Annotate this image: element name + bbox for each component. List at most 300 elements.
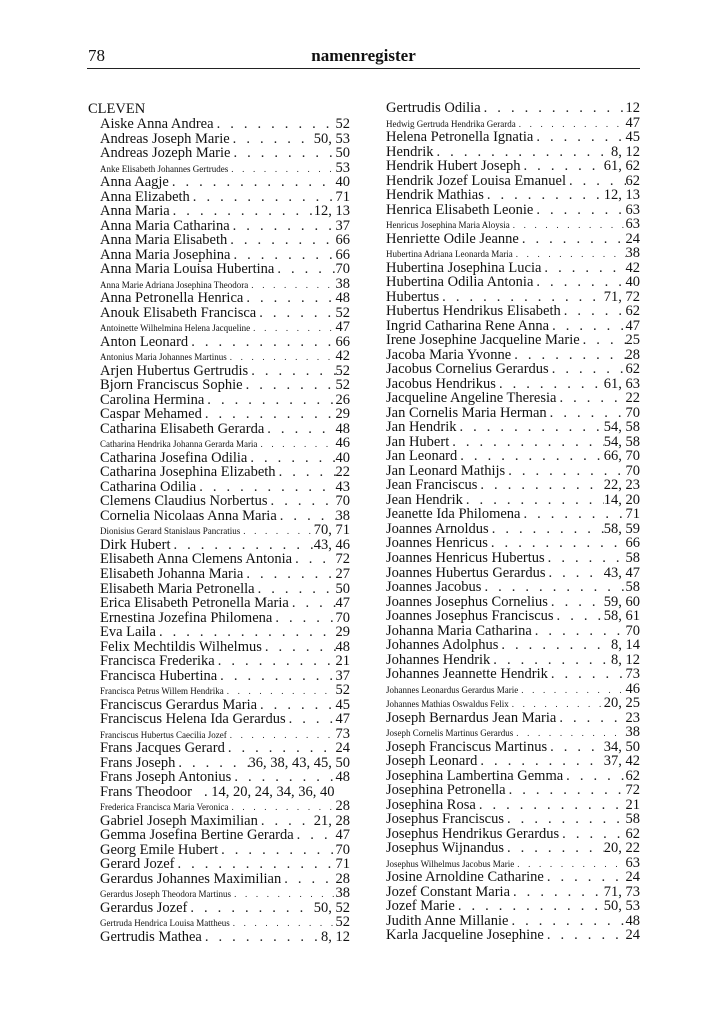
entry-name: Josephus Wijnandus (386, 841, 504, 856)
dot-leader (457, 449, 603, 464)
entry-name: Franciscus Gerardus Maria (100, 697, 258, 713)
entry-pages: 73 (625, 667, 640, 682)
dot-leader (556, 711, 625, 726)
entry-pages: 71, 72 (603, 289, 640, 305)
entry-name: Catharina Elisabeth Gerarda (100, 421, 265, 437)
index-entry (88, 872, 350, 887)
entry-name: Irene Josephine Jacqueline Marie (386, 333, 580, 348)
index-entry (88, 901, 350, 916)
index-entry (386, 101, 640, 116)
index-entry (88, 582, 350, 597)
dot-leader (504, 841, 604, 856)
entry-pages: 43, 46 (313, 537, 350, 553)
index-entry (386, 754, 640, 769)
entry-pages: 71 (335, 189, 350, 205)
index-entry (88, 538, 350, 553)
index-entry (88, 277, 350, 292)
entry-pages: 34, 50 (603, 739, 640, 755)
entry-pages: 8, 12 (611, 144, 640, 160)
index-entry (386, 130, 640, 145)
dot-leader (224, 684, 336, 698)
entry-pages: 48 (625, 913, 640, 929)
entry-pages: 47 (335, 712, 350, 727)
entry-name: Hendrik Jozef Louisa Emanuel (386, 173, 566, 189)
entry-name: Jacoba Maria Yvonne (386, 347, 512, 363)
index-entry (88, 480, 350, 495)
index-entry (386, 899, 640, 914)
entry-name: Gerardus Johannes Maximilian (100, 871, 282, 887)
dot-leader (230, 146, 335, 161)
index-entry (88, 233, 350, 248)
dot-leader (175, 756, 248, 771)
index-entry (88, 625, 350, 640)
entry-name: Joseph Cornelis Martinus Gerardus (386, 728, 514, 739)
dot-leader (548, 667, 626, 682)
entry-pages: 66 (625, 536, 640, 551)
entry-name: Catharina Josephina Elizabeth (100, 465, 276, 480)
dot-leader (202, 930, 321, 945)
dot-leader (276, 465, 336, 480)
index-entry (386, 435, 640, 450)
index-entry (88, 756, 350, 771)
entry-name: Hendrik (386, 144, 434, 160)
dot-leader (225, 741, 336, 756)
entry-name: Hubertus (386, 289, 440, 305)
entry-name: Ingrid Catharina Rene Anna (386, 318, 550, 334)
dot-leader (187, 901, 313, 916)
dot-leader (214, 117, 336, 132)
index-entry (386, 420, 640, 435)
entry-name: Ernestina Jozefina Philomena (100, 610, 273, 626)
entry-pages: 50, 52 (313, 900, 350, 916)
entry-pages: 58, 61 (603, 609, 640, 624)
dot-leader (196, 480, 335, 495)
index-entry (386, 362, 640, 377)
index-entry (88, 262, 350, 277)
dot-leader (481, 580, 625, 595)
entry-pages: 70 (625, 463, 640, 479)
entry-pages: 66 (335, 334, 350, 350)
index-entry (386, 812, 640, 827)
index-entry (386, 464, 640, 479)
index-entry (88, 567, 350, 582)
dot-leader (449, 435, 604, 450)
entry-pages: 58 (625, 550, 640, 566)
entry-pages: 20, 22 (603, 841, 640, 856)
entry-name: Frans Jacques Gerard (100, 741, 225, 756)
entry-name: Francisca Hubertina (100, 668, 218, 684)
entry-pages: . 14, 20, 24, 34, 36, 40 (203, 784, 335, 800)
entry-name: Gerardus Joseph Theodora Martinus (100, 889, 232, 900)
dot-leader (174, 857, 335, 872)
dot-leader (513, 726, 625, 740)
index-entry (386, 536, 640, 551)
dot-leader (247, 451, 335, 466)
entry-pages: 70 (335, 494, 350, 509)
index-entry (88, 190, 350, 205)
dot-leader (250, 321, 335, 335)
entry-name: Jean Hendrik (386, 492, 463, 508)
entry-pages: 28 (625, 347, 640, 363)
entry-pages: 42 (335, 349, 350, 364)
dot-leader (513, 247, 626, 261)
dot-leader (516, 117, 626, 131)
entry-name: Frans Joseph (100, 755, 176, 771)
entry-name: Joannes Henricus Hubertus (386, 550, 545, 566)
index-entry (386, 667, 640, 682)
entry-pages: 24 (625, 928, 640, 943)
entry-pages: 22 (625, 391, 640, 406)
entry-name: Dirk Hubert (100, 537, 171, 553)
index-entry (88, 146, 350, 161)
entry-name: Jan Leonard Mathijs (386, 463, 506, 479)
section-heading: CLEVEN (88, 101, 146, 117)
dot-leader (549, 319, 625, 334)
entry-name: Frederica Francisca Maria Veronica (100, 802, 229, 813)
entry-pages: 47 (335, 596, 350, 611)
entry-name: Anna Marie Adriana Josephina Theodora (100, 279, 249, 290)
index-entry (88, 698, 350, 713)
dot-leader (455, 899, 604, 914)
entry-pages: 43 (335, 479, 350, 495)
index-entry (386, 827, 640, 842)
left-column (88, 101, 350, 944)
dot-leader (547, 406, 626, 421)
page-title: namenregister (311, 46, 416, 65)
entry-name: Cornelia Nicolaas Anna Maria (100, 508, 277, 524)
entry-pages: 24 (625, 870, 640, 885)
entry-pages: 38 (335, 886, 350, 901)
entry-name: Josephina Rosa (386, 797, 476, 813)
index-entry (386, 798, 640, 813)
entry-pages: 12, 13 (603, 188, 640, 203)
dot-leader (545, 551, 626, 566)
dot-leader (227, 233, 335, 248)
entry-name: Antonius Maria Johannes Martinus (100, 352, 227, 363)
entry-name: Joannes Jacobus (386, 580, 482, 595)
entry-pages: 62 (625, 173, 640, 189)
dot-leader (268, 494, 336, 509)
entry-name: Gemma Josefina Bertine Gerarda (100, 828, 294, 843)
entry-pages: 28 (335, 871, 350, 887)
index-entry (386, 783, 640, 798)
index-entry (386, 159, 640, 174)
index-entry (88, 175, 350, 190)
entry-pages: 48 (335, 770, 350, 785)
entry-pages: 62 (625, 768, 640, 784)
entry-name: Johannes Hendrik (386, 652, 491, 668)
entry-pages: 25 (625, 333, 640, 348)
index-entry (88, 393, 350, 408)
entry-name: Elisabeth Johanna Maria (100, 566, 244, 582)
page-header (87, 46, 640, 69)
entry-name: Joseph Bernardus Jean Maria (386, 710, 557, 726)
dot-leader (566, 174, 626, 189)
entry-pages: 72 (625, 783, 640, 798)
entry-pages: 58, 59 (603, 521, 640, 537)
index-entry (88, 654, 350, 669)
entry-pages: 71 (335, 857, 350, 872)
dot-leader (434, 145, 611, 160)
dot-leader (262, 640, 336, 655)
entry-name: Josephus Franciscus (386, 812, 505, 827)
entry-name: Caspar Mehamed (100, 407, 202, 422)
entry-name: Anton Leonard (100, 334, 189, 350)
entry-name: Jacobus Hendrikus (386, 376, 496, 392)
dot-leader (217, 669, 335, 684)
dot-leader (518, 683, 625, 697)
entry-name: Jan Hendrik (386, 420, 457, 435)
dot-leader (243, 378, 336, 393)
entry-pages: 28 (335, 799, 350, 814)
entry-name: Jan Leonard (386, 449, 458, 464)
index-entry (386, 391, 640, 406)
dot-leader (532, 624, 626, 639)
dot-leader (563, 769, 625, 784)
entry-name: Catharina Odilia (100, 479, 197, 495)
entry-pages: 47 (625, 115, 640, 131)
dot-leader (277, 509, 336, 524)
index-entry (88, 291, 350, 306)
entry-pages: 71, 73 (603, 884, 640, 900)
dot-leader (258, 814, 314, 829)
index-entry (386, 203, 640, 218)
dot-leader (289, 596, 336, 611)
entry-name: Johannes Leonardus Gerardus Marie (386, 684, 519, 695)
entry-name: Elisabeth Anna Clemens Antonia (100, 552, 293, 567)
index-entry (386, 740, 640, 755)
entry-pages: 48 (335, 421, 350, 437)
index-entry (386, 522, 640, 537)
dot-leader (504, 812, 625, 827)
entry-pages: 36, 38, 43, 45, 50 (248, 755, 350, 771)
index-entry (88, 378, 350, 393)
dot-leader (170, 204, 314, 219)
entry-pages: 8, 14 (611, 638, 640, 653)
entry-name: Henriette Odile Jeanne (386, 231, 519, 247)
index-entry (386, 914, 640, 929)
entry-name: Judith Anne Millanie (386, 913, 509, 929)
dot-leader (240, 524, 314, 538)
entry-pages: 40 (625, 275, 640, 290)
index-entry (386, 580, 640, 595)
entry-pages: 23 (625, 710, 640, 726)
entry-name: Anna Aagje (100, 175, 169, 190)
entry-name: Bjorn Franciscus Sophie (100, 378, 243, 393)
entry-pages: 58 (625, 580, 640, 595)
index-entry (88, 422, 350, 437)
entry-pages: 52 (335, 305, 350, 321)
entry-pages: 61, 63 (603, 376, 640, 392)
dot-leader (243, 291, 335, 306)
entry-name: Jan Hubert (386, 434, 450, 450)
index-entry (88, 843, 350, 858)
entry-name: Gertruda Hendrica Louisa Mattheus (100, 918, 230, 929)
index-entry (88, 451, 350, 466)
entry-pages: 38 (335, 276, 350, 292)
dot-leader (519, 232, 626, 247)
dot-leader (228, 162, 335, 176)
index-entry (88, 712, 350, 727)
dot-leader (561, 304, 626, 319)
entry-pages: 48 (335, 639, 350, 655)
entry-pages: 59, 60 (603, 594, 640, 610)
entry-pages: 47 (335, 828, 350, 843)
dot-leader (227, 350, 336, 364)
index-entry (88, 640, 350, 655)
index-entry (386, 725, 640, 740)
dot-leader (520, 507, 625, 522)
entry-name: Josephina Petronella (386, 783, 506, 798)
dot-leader (508, 914, 625, 929)
entry-pages: 52 (335, 363, 350, 379)
entry-pages: 63 (625, 202, 640, 218)
entry-pages: 40 (335, 175, 350, 190)
entry-name: Josephus Wilhelmus Jacobus Marie (386, 858, 515, 869)
entry-name: Karla Jacqueline Josephine (386, 928, 544, 943)
entry-name: Erica Elisabeth Petronella Maria (100, 596, 289, 611)
entry-pages: 66 (335, 233, 350, 248)
index-entry (88, 509, 350, 524)
entry-pages: 47 (335, 320, 350, 335)
dot-leader (533, 203, 625, 218)
entry-pages: 66, 70 (603, 449, 640, 464)
entry-name: Hendrik Mathias (386, 188, 484, 203)
entry-pages: 8, 12 (321, 929, 350, 945)
entry-name: Anna Maria Elisabeth (100, 233, 228, 248)
entry-name: Hubertina Odilia Antonia (386, 275, 534, 290)
dot-leader (202, 407, 336, 422)
entry-pages: 21, 28 (313, 813, 350, 829)
dot-leader (490, 653, 611, 668)
entry-name: Jacqueline Angeline Theresia (386, 391, 557, 406)
index-entry (88, 799, 350, 814)
entry-name: Andreas Jozeph Marie (100, 146, 231, 161)
dot-leader (230, 219, 336, 234)
entry-name: Joseph Franciscus Martinus (386, 739, 548, 755)
dot-leader (547, 740, 604, 755)
index-entry (386, 217, 640, 232)
index-entry (386, 246, 640, 261)
dot-leader (248, 278, 335, 292)
entry-pages: 48 (335, 291, 350, 306)
dot-leader (477, 478, 603, 493)
entry-pages: 22 (335, 465, 350, 480)
entry-name: Catharina Hendrika Johanna Gerarda Maria (100, 439, 258, 450)
entry-name: Helena Petronella Ignatia (386, 130, 534, 145)
dot-leader (533, 275, 625, 290)
index-entry (386, 566, 640, 581)
entry-pages: 46 (625, 681, 640, 697)
dot-leader (230, 916, 336, 930)
entry-name: Hubertina Adriana Leonarda Maria (386, 249, 513, 260)
dot-leader (231, 887, 335, 901)
entry-pages: 66 (335, 247, 350, 263)
entry-name: Francisca Frederika (100, 654, 215, 669)
dot-leader (170, 538, 313, 553)
entry-pages: 38 (625, 725, 640, 740)
dot-leader (272, 611, 335, 626)
entry-pages: 50 (335, 581, 350, 597)
dot-leader (544, 870, 626, 885)
index-entry (386, 653, 640, 668)
entry-name: Eva Laila (100, 625, 156, 640)
index-entry (88, 930, 350, 945)
entry-pages: 70 (335, 610, 350, 626)
index-entry (386, 377, 640, 392)
dot-leader (204, 393, 335, 408)
index-entry (386, 478, 640, 493)
dot-leader (548, 595, 604, 610)
entry-name: Franciscus Hubertus Caecilia Jozef (100, 729, 227, 740)
entry-name: Hubertina Josephina Lucia (386, 260, 542, 276)
entry-pages: 54, 58 (603, 434, 640, 450)
entry-pages: 21 (625, 797, 640, 813)
entry-pages: 52 (335, 117, 350, 132)
index-entry (386, 493, 640, 508)
entry-name: Joseph Leonard (386, 754, 478, 769)
entry-name: Felix Mechtildis Wilhelmus (100, 639, 262, 655)
entry-name: Johannes Adolphus (386, 638, 499, 653)
entry-pages: 29 (335, 407, 350, 422)
index-entry (386, 595, 640, 610)
entry-name: Anouk Elisabeth Francisca (100, 305, 257, 321)
dot-leader (559, 827, 625, 842)
index-entry (386, 290, 640, 305)
entry-name: Hendrik Hubert Joseph (386, 159, 521, 174)
entry-name: Joannes Henricus (386, 536, 488, 551)
entry-name: Joannes Hubertus Gerardus (386, 565, 546, 581)
dot-leader (281, 872, 335, 887)
dot-leader (248, 364, 335, 379)
entry-pages: 71 (625, 507, 640, 522)
index-entry (88, 436, 350, 451)
entry-name: Anna Elizabeth (100, 189, 190, 205)
entry-list-left (88, 117, 350, 944)
entry-pages: 62 (625, 826, 640, 842)
entry-pages: 24 (335, 741, 350, 756)
index-entry (386, 449, 640, 464)
entry-name: Frans Theodoor (100, 784, 192, 800)
dot-leader (190, 190, 336, 205)
index-entry (88, 727, 350, 742)
entry-name: Francisca Petrus Willem Hendrika (100, 686, 224, 697)
entry-pages: 40 (335, 450, 350, 466)
dot-leader (230, 132, 314, 147)
entry-name: Aiske Anna Andrea (100, 117, 214, 132)
entry-pages: 47 (625, 318, 640, 334)
entry-name: Carolina Hermina (100, 392, 205, 408)
entry-pages: 20, 25 (603, 696, 640, 711)
entry-pages: 37 (335, 218, 350, 234)
dot-leader (484, 188, 604, 203)
entry-name: Josine Arnoldine Catharine (386, 870, 544, 885)
entry-name: Josephina Lambertina Gemma (386, 768, 564, 784)
dot-leader (218, 843, 335, 858)
index-entry (386, 188, 640, 203)
index-entry (88, 349, 350, 364)
dot-leader (544, 928, 626, 943)
entry-pages: 37, 42 (603, 754, 640, 769)
entry-pages: 24 (625, 231, 640, 247)
entry-name: Clemens Claudius Norbertus (100, 494, 268, 509)
entry-name: Jozef Constant Maria (386, 884, 511, 900)
entry-pages: 37 (335, 668, 350, 684)
index-entry (386, 609, 640, 624)
entry-pages: 27 (335, 566, 350, 582)
index-entry (88, 828, 350, 843)
entry-name: Joannes Josephus Cornelius (386, 594, 548, 610)
